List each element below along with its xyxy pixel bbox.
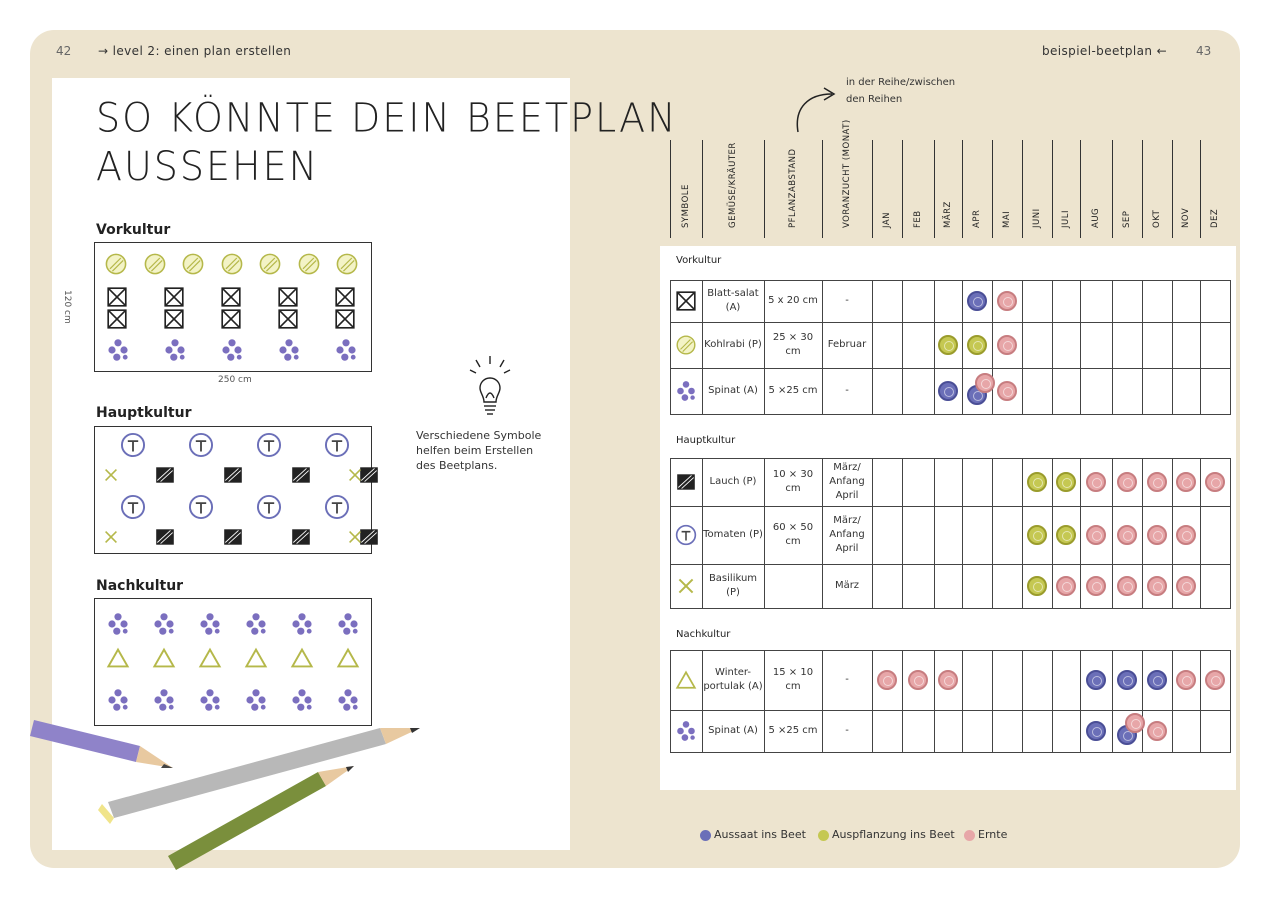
table-cell [1052,280,1081,323]
purslane-icon [336,646,360,674]
table-cell [934,710,963,753]
table-cell [902,458,935,507]
column-header [1142,140,1172,238]
harvest-marker [1117,576,1137,596]
column-header-label: JULI [1061,210,1071,228]
plant-marker [1027,472,1047,492]
column-header-label: JAN [882,211,892,228]
table-cell [1200,564,1231,609]
right-running-title: beispiel-beetplan ← [1042,44,1168,58]
table-cell [902,506,935,565]
column-header [992,140,1022,238]
harvest-marker [975,373,995,393]
harvest-marker [1176,525,1196,545]
harvest-marker [1147,525,1167,545]
harvest-marker [1176,670,1196,690]
harvest-marker [1205,472,1225,492]
harvest-marker [877,670,897,690]
column-header [1080,140,1112,238]
spinach-icon [277,338,301,366]
table-cell [1172,710,1201,753]
table-cell [1052,368,1081,415]
pencils-illustration [28,706,428,876]
table-cell [1080,322,1113,369]
purslane-icon [198,646,222,674]
harvest-marker [1147,721,1167,741]
table-cell [872,564,903,609]
column-header-label: VORANZUCHT (MONAT) [842,119,852,228]
table-cell [902,710,935,753]
spinach-icon [198,688,222,716]
table-cell [1022,368,1053,415]
kohlrabi-icon [297,252,321,280]
table-cell [1112,368,1143,415]
plant-name: Winter-portulak (A) [703,667,763,692]
preculture-month: März/ Anfang April [829,462,865,501]
table-cell [992,458,1023,507]
column-header-label: PFLANZABSTAND [788,148,798,228]
harvest-marker [1205,670,1225,690]
column-header-label: APR [972,209,982,228]
column-header [872,140,902,238]
column-header-label: DEZ [1210,208,1220,228]
table-group-label: Nachkultur [676,629,731,640]
spinach-icon [244,688,268,716]
spinach-icon [106,612,130,640]
table-cell [1142,322,1173,369]
plant-name: Tomaten (P) [703,529,763,540]
table-cell [1200,280,1231,323]
column-header [1112,140,1142,238]
harvest-marker [1147,472,1167,492]
symbols-note: Verschiedene Symbole helfen beim Erstellen des Beetplans. [416,429,542,472]
lettuce-icon [163,308,185,334]
table-cell [1022,710,1053,753]
kohlrabi-icon [181,252,205,280]
spinach-icon [106,688,130,716]
lettuce-icon [277,308,299,334]
harvest-marker [1176,576,1196,596]
sow-marker [1086,670,1106,690]
table-cell [992,710,1023,753]
column-header [1052,140,1080,238]
plant-marker [1056,525,1076,545]
table-cell [992,650,1023,711]
plant-spacing [764,564,822,608]
annotation-line-1: in der Reihe/zwischen [846,77,956,88]
table-cell [902,564,935,609]
spinach-icon [675,720,697,746]
kohlrabi-icon [258,252,282,280]
harvest-marker [1117,472,1137,492]
table-cell [934,280,963,323]
table-cell [992,506,1023,565]
preculture-month: März [834,580,860,591]
tomato-icon [120,494,146,524]
harvest-marker [1147,576,1167,596]
plant-name: Spinat (A) [708,385,758,396]
column-header [1172,140,1200,238]
table-cell [934,506,963,565]
table-cell [1200,368,1231,415]
table-cell [1052,710,1081,753]
spinach-icon [106,338,130,366]
table-cell [1172,280,1201,323]
plant-spacing: 5 x 20 cm [768,295,818,306]
bed-height-label: 120 cm [62,290,72,324]
table-cell [902,280,935,323]
table-cell [1142,280,1173,323]
plant-name: Basilikum (P) [708,573,758,598]
plant-marker [1056,472,1076,492]
table-cell [962,506,993,565]
harvest-marker [1086,472,1106,492]
table-cell [872,322,903,369]
harvest-marker [997,381,1017,401]
column-header-label: SYMBOLE [681,184,691,228]
table-cell [992,564,1023,609]
leek-icon [290,526,312,552]
sow-marker [1086,721,1106,741]
preculture-month: Februar [827,339,867,350]
plant-spacing: 60 × 50 cm [772,522,814,547]
preculture-month: - [845,295,849,306]
plant-spacing: 5 ×25 cm [768,385,818,396]
column-header-label: JUNI [1032,208,1042,228]
legend-plant [818,828,955,841]
spinach-icon [220,338,244,366]
column-header [1022,140,1052,238]
nachkultur-label: Nachkultur [96,578,184,594]
column-header-label: GEMÜSE/KRÄUTER [728,142,738,228]
plant-name: Spinat (A) [708,725,758,736]
leek-icon [222,526,244,552]
bed-width-label: 250 cm [218,375,252,385]
column-header-label: MAI [1002,210,1012,228]
legend-sow-label: Aussaat ins Beet [714,828,806,841]
purslane-icon [106,646,130,674]
spinach-icon [336,612,360,640]
harvest-marker [1056,576,1076,596]
column-header [670,140,702,238]
sow-marker [967,291,987,311]
basil-icon [675,575,697,601]
table-cell [872,458,903,507]
table-cell [1172,322,1201,369]
tomato-icon [675,524,697,550]
plant-spacing: 5 ×25 cm [768,725,818,736]
plant-name: Kohlrabi (P) [704,339,762,350]
column-header [934,140,962,238]
preculture-month: März/ Anfang April [829,515,865,554]
table-cell [1022,280,1053,323]
right-page-number: 43 [1196,44,1212,58]
purslane-icon [675,669,697,695]
harvest-marker [938,670,958,690]
plant-name: Blatt-salat (A) [707,288,759,313]
table-cell [1200,322,1231,369]
basil-icon [102,528,120,550]
spinach-icon [163,338,187,366]
column-header [902,140,934,238]
harvest-dot-icon [964,830,975,841]
spinach-icon [152,612,176,640]
table-cell [1112,322,1143,369]
harvest-marker [1125,713,1145,733]
leek-icon [675,471,697,497]
title-line-2: AUSSEHEN [96,143,320,190]
page-title [96,94,678,191]
plant-marker [1027,525,1047,545]
table-cell [1052,322,1081,369]
table-cell [872,368,903,415]
plant-marker [967,335,987,355]
harvest-marker [1117,525,1137,545]
column-header [962,140,992,238]
legend-sow [700,828,806,841]
harvest-marker [997,335,1017,355]
plant-spacing: 25 × 30 cm [772,332,814,357]
table-cell [962,710,993,753]
table-cell [1200,710,1231,753]
table-group-label: Hauptkultur [676,435,736,446]
sow-marker [1117,670,1137,690]
plant-spacing: 10 × 30 cm [772,469,814,494]
leek-icon [154,464,176,490]
table-cell [1080,368,1113,415]
preculture-month: - [845,385,849,396]
column-header [822,119,872,238]
spinach-icon [675,380,697,406]
kohlrabi-icon [143,252,167,280]
table-cell [962,458,993,507]
table-cell [962,564,993,609]
table-cell [872,710,903,753]
legend-plant-label: Auspflanzung ins Beet [832,828,955,841]
annotation-line-2: den Reihen [846,94,903,105]
table-cell [902,368,935,415]
lightbulb-icon [468,354,512,418]
tomato-icon [120,432,146,462]
basil-icon [346,466,364,488]
plant-name: Lauch (P) [709,476,757,487]
preculture-month: - [845,674,849,685]
tomato-icon [324,494,350,524]
sow-dot-icon [700,830,711,841]
tomato-icon [256,432,282,462]
table-cell [872,506,903,565]
table-cell [934,564,963,609]
spacing-annotation [846,74,955,108]
table-cell [1172,368,1201,415]
spinach-icon [244,612,268,640]
hauptkultur-label: Hauptkultur [96,405,192,421]
table-cell [962,650,993,711]
table-cell [1112,280,1143,323]
harvest-marker [1086,525,1106,545]
column-header-label: NOV [1181,207,1191,228]
basil-icon [346,528,364,550]
left-running-title: → level 2: einen plan erstellen [98,44,292,58]
table-cell [1052,650,1081,711]
plant-marker [938,335,958,355]
table-cell [1022,322,1053,369]
plant-dot-icon [818,830,829,841]
leek-icon [154,526,176,552]
harvest-marker [997,291,1017,311]
table-cell [1080,280,1113,323]
column-header-label: OKT [1152,209,1162,228]
legend-harvest-label: Ernte [978,828,1008,841]
column-header [1200,140,1230,238]
spinach-icon [334,338,358,366]
leek-icon [290,464,312,490]
table-cell [1022,650,1053,711]
column-header [702,140,764,238]
lettuce-icon [334,308,356,334]
sow-marker [1147,670,1167,690]
tomato-icon [188,494,214,524]
spinach-icon [336,688,360,716]
lettuce-icon [220,308,242,334]
spinach-icon [290,688,314,716]
kohlrabi-icon [335,252,359,280]
kohlrabi-icon [104,252,128,280]
tomato-icon [324,432,350,462]
left-page-number: 42 [56,44,72,58]
kohlrabi-icon [220,252,244,280]
table-cell [872,280,903,323]
plant-marker [1027,576,1047,596]
plant-spacing: 15 × 10 cm [772,667,814,692]
purslane-icon [244,646,268,674]
curved-arrow-icon [790,84,840,136]
spinach-icon [152,688,176,716]
table-group-label: Vorkultur [676,255,722,266]
lettuce-icon [675,290,697,316]
title-line-1: SO KÖNNTE DEIN BEETPLAN [96,94,678,141]
preculture-month: - [845,725,849,736]
vorkultur-label: Vorkultur [96,222,171,238]
harvest-marker [908,670,928,690]
column-header-label: MÄRZ [943,201,953,228]
table-cell [934,458,963,507]
column-header-label: FEB [913,210,923,228]
table-cell [902,322,935,369]
legend-harvest [964,828,1007,841]
table-cell [1200,506,1231,565]
column-header-label: AUG [1091,207,1101,228]
kohlrabi-icon [675,334,697,360]
spinach-icon [290,612,314,640]
column-header-label: SEP [1122,210,1132,228]
spinach-icon [198,612,222,640]
sow-marker [938,381,958,401]
tomato-icon [188,432,214,462]
leek-icon [222,464,244,490]
purslane-icon [290,646,314,674]
lettuce-icon [106,308,128,334]
harvest-marker [1086,576,1106,596]
purslane-icon [152,646,176,674]
column-header [764,140,822,238]
table-cell [1142,368,1173,415]
tomato-icon [256,494,282,524]
basil-icon [102,466,120,488]
harvest-marker [1176,472,1196,492]
